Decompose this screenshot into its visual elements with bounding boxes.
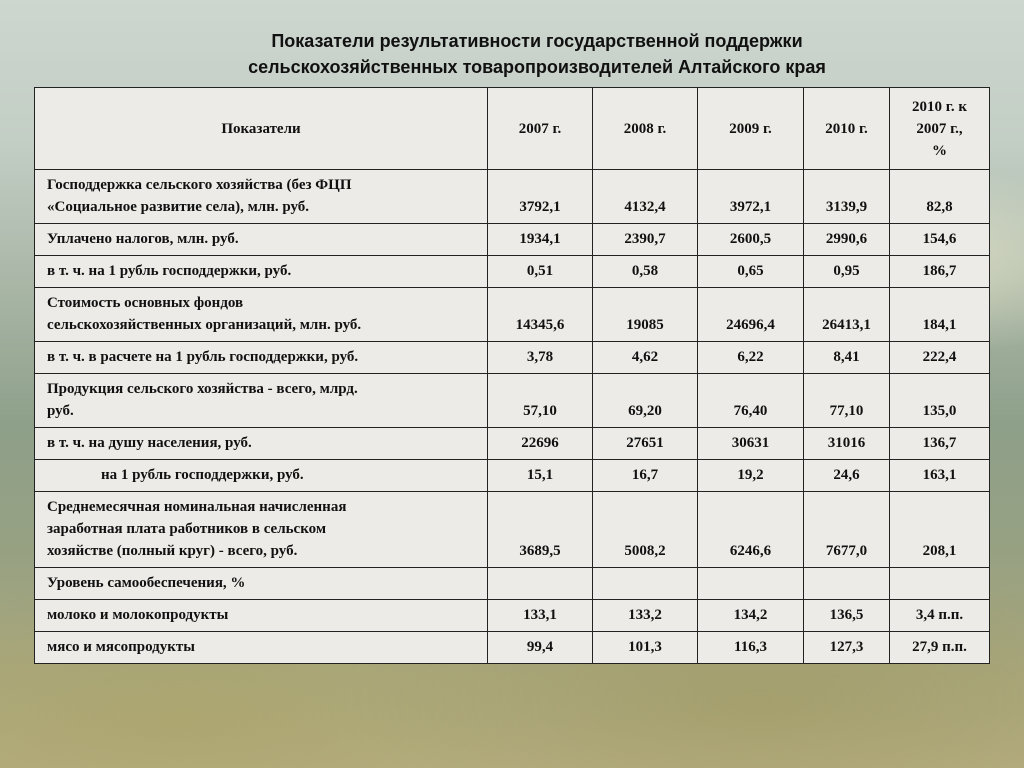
cell-2007: 0,51 (488, 256, 593, 288)
cell-2007: 14345,6 (488, 288, 593, 342)
table-row (35, 428, 990, 460)
row-label-line: хозяйстве (полный круг) - всего, руб. (47, 543, 298, 559)
cell-2010: 31016 (804, 428, 890, 460)
row-label-line: заработная плата работников в сельском (47, 521, 327, 537)
row-label (35, 600, 488, 632)
cell-2008: 2390,7 (593, 224, 698, 256)
cell-2010: 127,3 (804, 632, 890, 664)
cell-ratio: 154,6 (890, 224, 990, 256)
cell-2008: 101,3 (593, 632, 698, 664)
row-label-line: в т. ч. в расчете на 1 рубль господдержки, руб. (47, 349, 359, 365)
cell-2009: 24696,4 (698, 288, 804, 342)
cell-2009: 6,22 (698, 342, 804, 374)
table-header-row (35, 88, 990, 170)
cell-2008: 27651 (593, 428, 698, 460)
cell-ratio: 136,7 (890, 428, 990, 460)
row-label (35, 342, 488, 374)
cell-2010: 3139,9 (804, 170, 890, 224)
cell-2008: 0,58 (593, 256, 698, 288)
cell-2010: 8,41 (804, 342, 890, 374)
row-label (35, 256, 488, 288)
table-row (35, 224, 990, 256)
cell-2008: 69,20 (593, 374, 698, 428)
cell-2007: 15,1 (488, 460, 593, 492)
table-row (35, 568, 990, 600)
page-title (0, 28, 1024, 80)
cell-2007: 3689,5 (488, 492, 593, 568)
header-2008: 2008 г. (593, 88, 698, 170)
row-label (35, 492, 488, 568)
cell-2008: 4,62 (593, 342, 698, 374)
cell-2008: 4132,4 (593, 170, 698, 224)
cell-2007: 22696 (488, 428, 593, 460)
cell-2008: 16,7 (593, 460, 698, 492)
cell-2008 (593, 568, 698, 600)
header-line: 2007 г., (916, 120, 963, 137)
row-label-line: на 1 рубль господдержки, руб. (101, 467, 304, 483)
cell-2008: 19085 (593, 288, 698, 342)
row-label-line: Стоимость основных фондов (47, 295, 244, 311)
table-row (35, 632, 990, 664)
cell-2007: 99,4 (488, 632, 593, 664)
cell-2008: 5008,2 (593, 492, 698, 568)
cell-2009: 19,2 (698, 460, 804, 492)
table-row (35, 288, 990, 342)
cell-2010: 136,5 (804, 600, 890, 632)
cell-2007: 3792,1 (488, 170, 593, 224)
table-row (35, 600, 990, 632)
cell-2010: 77,10 (804, 374, 890, 428)
cell-2009: 116,3 (698, 632, 804, 664)
cell-2009: 134,2 (698, 600, 804, 632)
row-label (35, 170, 488, 224)
table-row (35, 460, 990, 492)
header-line: 2010 г. к (911, 98, 967, 115)
cell-ratio: 3,4 п.п. (890, 600, 990, 632)
row-label (35, 288, 488, 342)
title-line: сельскохозяйственных товаропроизводителей Алтайского края (248, 57, 826, 77)
cell-2010: 7677,0 (804, 492, 890, 568)
cell-2010: 24,6 (804, 460, 890, 492)
row-label-line: Господдержка сельского хозяйства (без ФЦП (47, 177, 352, 193)
cell-ratio: 222,4 (890, 342, 990, 374)
table-row (35, 342, 990, 374)
row-label-line: Продукция сельского хозяйства - всего, млрд. (47, 381, 358, 397)
table-row (35, 492, 990, 568)
cell-ratio: 163,1 (890, 460, 990, 492)
table-row (35, 374, 990, 428)
row-label (35, 460, 488, 492)
cell-2009: 2600,5 (698, 224, 804, 256)
row-label-line: Уровень самообеспечения, % (47, 575, 246, 591)
row-label-line: руб. (47, 403, 74, 419)
title-line: Показатели результативности государственной поддержки (271, 31, 803, 51)
cell-ratio: 82,8 (890, 170, 990, 224)
row-label-line: молоко и молокопродукты (47, 607, 229, 623)
row-label (35, 568, 488, 600)
table-row (35, 256, 990, 288)
row-label-line: в т. ч. на 1 рубль господдержки, руб. (47, 263, 292, 279)
cell-2010 (804, 568, 890, 600)
cell-2007: 3,78 (488, 342, 593, 374)
row-label-line: Среднемесячная номинальная начисленная (47, 499, 347, 515)
cell-ratio: 135,0 (890, 374, 990, 428)
header-2010-vs-2007 (890, 88, 990, 170)
cell-2009: 30631 (698, 428, 804, 460)
row-label (35, 428, 488, 460)
cell-2007: 133,1 (488, 600, 593, 632)
row-label-line: «Социальное развитие села), млн. руб. (47, 199, 310, 215)
cell-2010: 26413,1 (804, 288, 890, 342)
table-row (35, 170, 990, 224)
row-label-line: мясо и мясопродукты (47, 639, 195, 655)
cell-2007: 1934,1 (488, 224, 593, 256)
header-2007: 2007 г. (488, 88, 593, 170)
cell-2010: 2990,6 (804, 224, 890, 256)
cell-ratio: 27,9 п.п. (890, 632, 990, 664)
cell-2009 (698, 568, 804, 600)
cell-2009: 3972,1 (698, 170, 804, 224)
header-line: % (932, 142, 947, 159)
row-label-line: Уплачено налогов, млн. руб. (47, 231, 239, 247)
cell-ratio: 184,1 (890, 288, 990, 342)
row-label-line: сельскохозяйственных организаций, млн. руб. (47, 317, 362, 333)
indicators-table (34, 87, 990, 664)
cell-ratio (890, 568, 990, 600)
row-label (35, 632, 488, 664)
cell-2009: 0,65 (698, 256, 804, 288)
row-label-line: в т. ч. на душу населения, руб. (47, 435, 252, 451)
header-2010: 2010 г. (804, 88, 890, 170)
cell-2010: 0,95 (804, 256, 890, 288)
cell-2009: 76,40 (698, 374, 804, 428)
cell-2008: 133,2 (593, 600, 698, 632)
header-2009: 2009 г. (698, 88, 804, 170)
header-indicators: Показатели (35, 88, 488, 170)
row-label (35, 224, 488, 256)
cell-2007: 57,10 (488, 374, 593, 428)
cell-ratio: 208,1 (890, 492, 990, 568)
cell-2007 (488, 568, 593, 600)
cell-2009: 6246,6 (698, 492, 804, 568)
cell-ratio: 186,7 (890, 256, 990, 288)
row-label (35, 374, 488, 428)
